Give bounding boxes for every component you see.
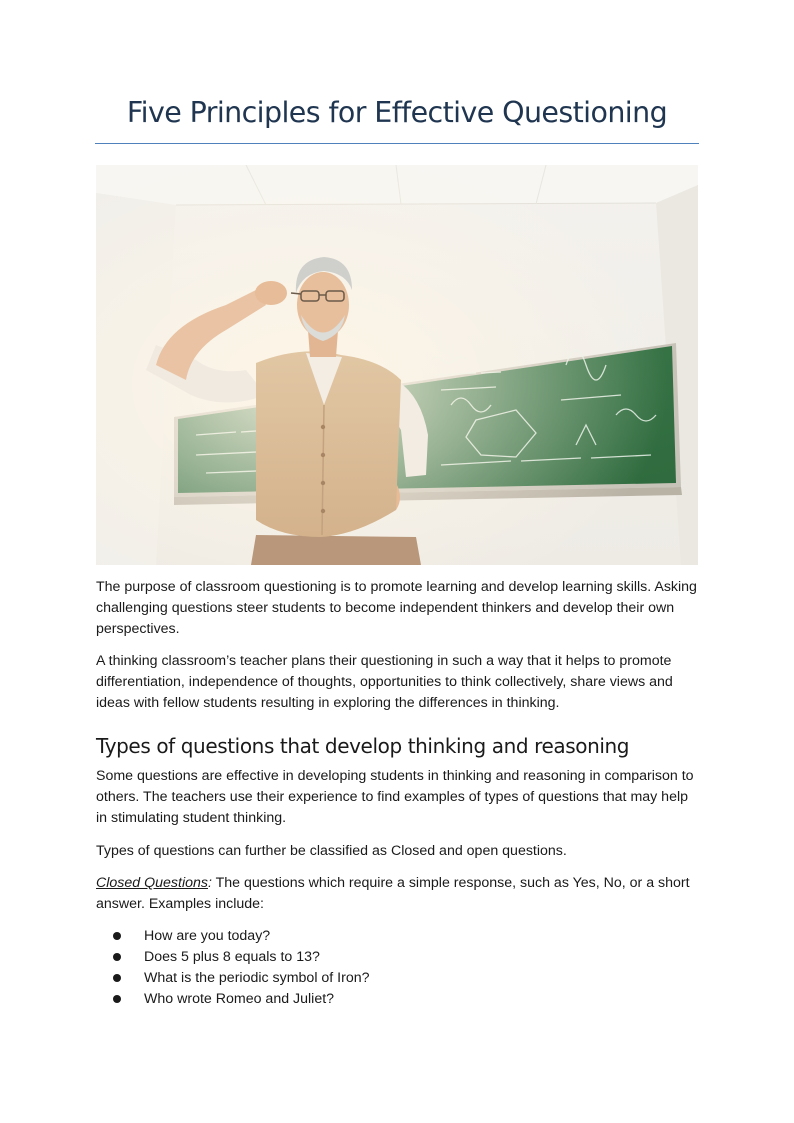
list-item (96, 968, 370, 989)
question-types-paragraph: Types of questions can further be classified as Closed and open questions. (96, 843, 567, 859)
effective-questions-paragraph: Some questions are effective in developing students in thinking and reasoning in comparison to others. The teachers use their experience to find examples of types of questions that may help in stimulating student thinking. (96, 768, 694, 826)
closed-question-examples-list (96, 926, 370, 1010)
intro-paragraph: The purpose of classroom questioning is to promote learning and develop learning skills. Asking challenging questions steer students to become independent thinkers and develop their own perspectives. (96, 579, 697, 637)
list-item-text: Does 5 plus 8 equals to 13? (144, 949, 320, 965)
list-item (96, 926, 370, 947)
document-title: Five Principles for Effective Questioning (126, 96, 668, 129)
bullet-icon (113, 953, 121, 961)
closed-questions-colon: : (207, 875, 212, 891)
list-item-text: Who wrote Romeo and Juliet? (144, 991, 335, 1007)
bullet-icon (113, 995, 121, 1003)
bullet-icon (113, 974, 121, 982)
closed-questions-paragraph (96, 873, 702, 915)
thinking-classroom-paragraph: A thinking classroom’s teacher plans their questioning in such a way that it helps to promote differentiation, independence of thoughts, opportunities to think collectively, share views and ideas with fellow students resulting in exploring the differences in thinking. (96, 653, 673, 711)
closed-questions-label: Closed Questions (96, 875, 208, 891)
bullet-icon (113, 932, 121, 940)
list-item-text: What is the periodic symbol of Iron? (144, 970, 370, 986)
list-item-text: How are you today? (144, 928, 271, 944)
list-item (96, 947, 370, 968)
teacher-at-chalkboard-photo (96, 165, 698, 565)
list-item (96, 989, 370, 1010)
section-heading: Types of questions that develop thinking and reasoning (96, 734, 630, 758)
title-underline (95, 143, 699, 144)
closed-questions-description: The questions which require a simple response, such as Yes, No, or a short answer. Examples include: (96, 875, 690, 912)
